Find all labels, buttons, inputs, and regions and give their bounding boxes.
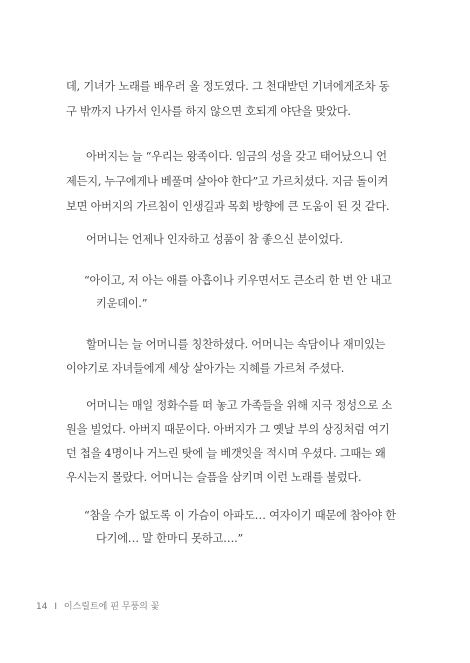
body-text-line: 던 첩을 4명이나 거느린 탓에 늘 베갯잇을 적시며 우셨다. 그때는 왜 xyxy=(66,447,386,460)
page-number: 14 xyxy=(36,602,48,612)
body-text-line: 어머니는 언제나 인자하고 성품이 참 좋으신 분이었다. xyxy=(86,233,343,246)
body-text-line: 어머니는 매일 정화수를 떠 놓고 가족들을 위해 지극 정성으로 소 xyxy=(86,399,392,412)
body-text-line: 아버지는 늘 “우리는 왕족이다. 임금의 성을 갖고 태어났으니 언 xyxy=(86,150,387,163)
body-text-line: 원을 빌었다. 아버지 때문이다. 아버지가 그 옛날 부의 상징처럼 여기 xyxy=(66,423,390,436)
body-text-line: 우시는지 몰랐다. 어머니는 슬픔을 삼키며 이런 노래를 불렀다. xyxy=(66,471,362,484)
body-text-line: 제든지, 누구에게나 베풀며 살아야 한다”고 가르치셨다. 지금 돌이켜 xyxy=(66,175,389,188)
quote-text-line: 키운데이.” xyxy=(96,297,148,310)
quote-text-line: “참을 수가 없도록 이 가슴이 아파도… 여자이기 때문에 참아야 한 xyxy=(84,509,396,522)
body-text-line: 보면 아버지의 가르침이 인생길과 목회 방향에 큰 도움이 된 것 같다. xyxy=(66,200,390,213)
quote-text-line: 다기에… 말 한마디 못하고….” xyxy=(96,532,243,545)
footer-separator: I xyxy=(54,602,57,612)
body-text-line: 데, 기녀가 노래를 배우러 올 정도였다. 그 천대받던 기녀에게조차 동 xyxy=(66,80,390,93)
body-text-line: 구 밖까지 나가서 인사를 하지 않으면 호되게 야단을 맞았다. xyxy=(66,105,351,118)
running-book-title: 이스릴트에 핀 무풍의 꽃 xyxy=(63,602,160,612)
quote-text-line: “아이고, 저 아는 애를 아흡이나 키우면서도 큰소리 한 번 안 내고 xyxy=(84,274,392,287)
page-footer xyxy=(36,599,159,612)
body-text-line: 할머니는 늘 어머니를 칭찬하셨다. 어머니는 속담이나 재미있는 xyxy=(86,338,386,351)
body-text-line: 이야기로 자녀들에게 세상 살아가는 지혜를 가르쳐 주셨다. xyxy=(66,362,345,375)
